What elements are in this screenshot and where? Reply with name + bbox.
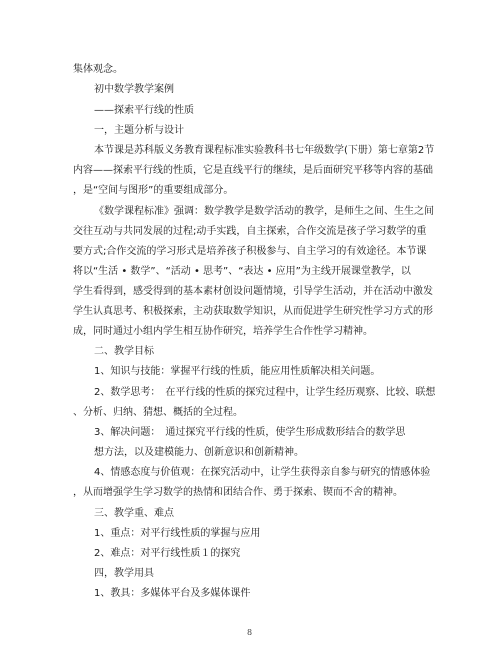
text-line: 学生看得到，感受得到的基本素材创设问题情境，引导学生活动，并在活动中激发 <box>73 286 433 297</box>
text-line: 交往互动与共同发展的过程;动手实践，自主探索，合作交流是孩子学习数学的重 <box>73 226 427 237</box>
text-line: 2、数学思考： 在平行线的性质的探究过程中，让学生经历观察、比较、联想 <box>94 387 436 398</box>
case-subtitle: ——探索平行线的性质 <box>94 105 194 116</box>
text-line: 1、教具：多媒体平台及多媒体课件 <box>94 588 251 599</box>
text-line: ，是“空间与图形”的重要组成部分。 <box>73 185 234 196</box>
text-line: 1、重点：对平行线性质的掌握与应用 <box>94 528 261 539</box>
text-line: 将以“生活 • 数学”、“活动 • 思考”、“表达 • 应用”为主线开展课堂教学，以 <box>73 266 411 277</box>
text-line: 2、难点：对平行线性质１的探究 <box>94 548 241 559</box>
text-line: 学生认真思考、积极探索，主动获取数学知识，从而促进学生研究性学习方式的形 <box>73 306 433 317</box>
page-number: 8 <box>247 628 253 637</box>
text-line: 本节课是苏科版义务教育课程标准实验教科书七年级数学(下册）第七章第2节 <box>94 145 435 156</box>
text-line: 3、解决问题： 通过探究平行线的性质，使学生形成数形结合的数学思 <box>94 427 406 438</box>
text-line: 要方式;合作交流的学习形式是培养孩子积极参与、自主学习的有效途径。本节课 <box>73 246 427 257</box>
text-line: ，从而增强学生学习数学的热情和团结合作、勇于探索、锲而不舍的精神。 <box>73 487 403 498</box>
text-line: 、分析、归纳、猜想、概括的全过程。 <box>73 407 243 418</box>
text-line: 集体观念。 <box>73 64 123 75</box>
text-line: 4、情感态度与价值观：在探究活动中，让学生获得亲自参与研究的情感体验 <box>94 467 431 478</box>
section-heading: 一，主题分析与设计 <box>94 125 184 136</box>
text-line: 《数学课程标准》强调：数学教学是数学活动的教学，是师生之间、生生之间 <box>94 206 434 217</box>
text-line: 想方法，以及建模能力、创新意识和创新精神。 <box>94 447 304 458</box>
section-heading: 二、教学目标 <box>94 346 154 357</box>
text-line: 内容——探索平行线的性质，它是直线平行的继续，是后面研究平移等内容的基础 <box>73 165 433 176</box>
section-heading: 四，教学用具 <box>94 568 154 579</box>
section-heading: 三、教学重、难点 <box>94 508 174 519</box>
text-line: 成，同时通过小组内学生相互协作研究，培养学生合作性学习精神。 <box>73 326 373 337</box>
case-title: 初中数学教学案例 <box>94 84 174 95</box>
text-line: 1、知识与技能：掌握平行线的性质，能应用性质解决相关问题。 <box>94 366 381 377</box>
